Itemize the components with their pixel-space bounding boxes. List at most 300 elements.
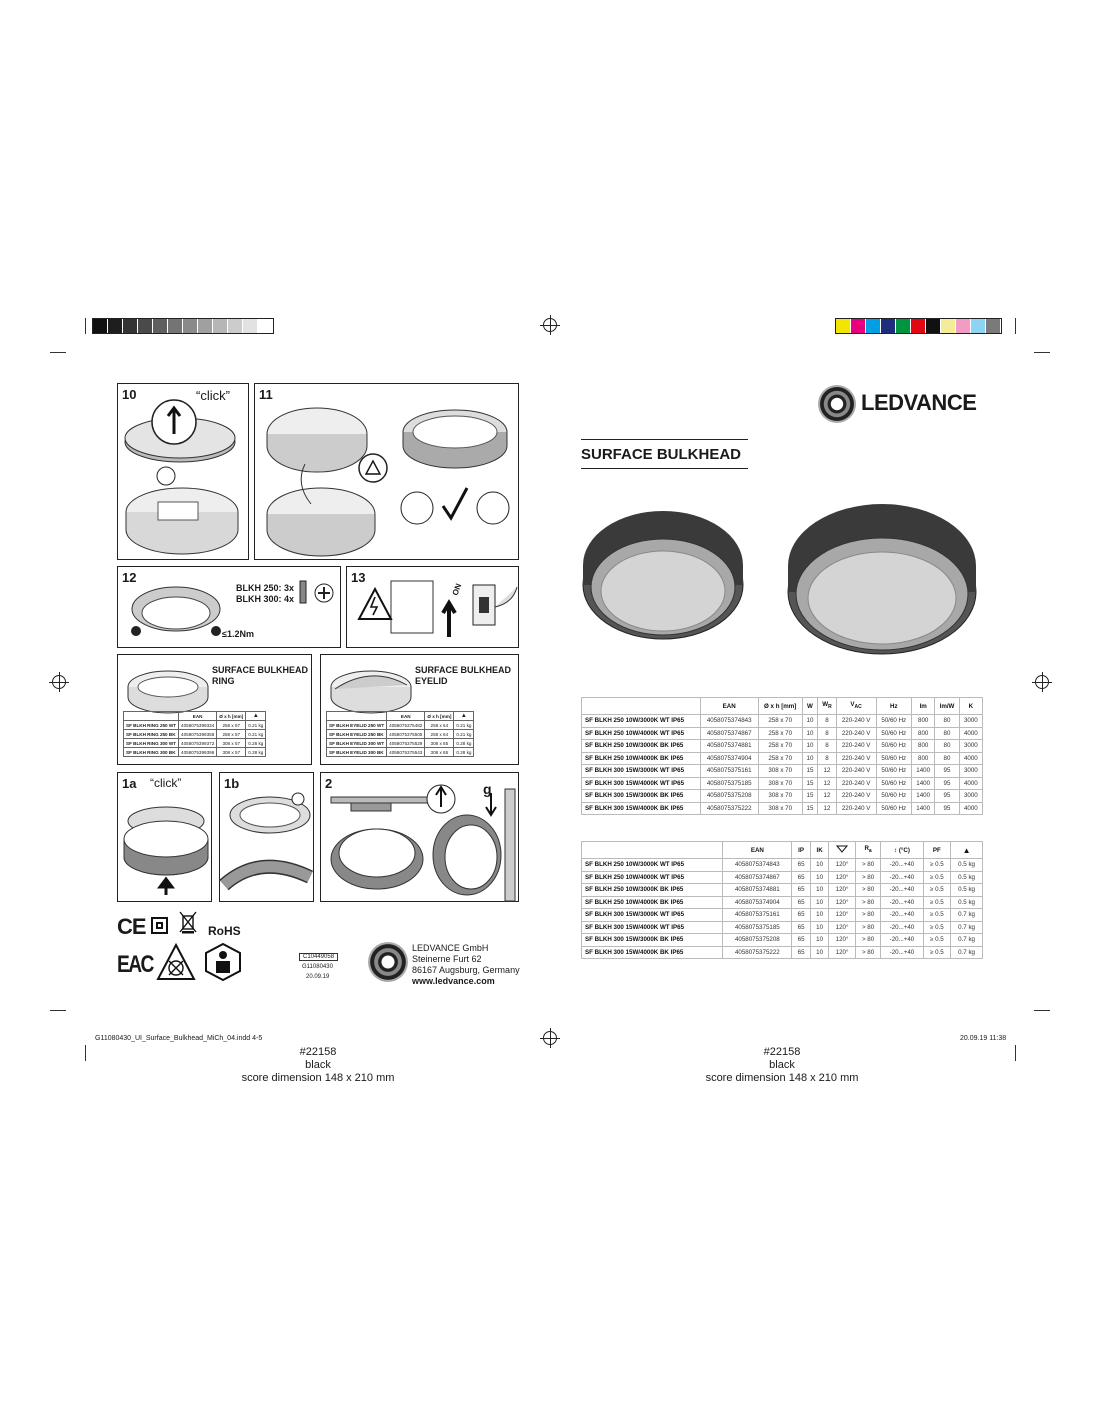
table-cell: > 80: [855, 871, 881, 884]
table-cell: 0.5 kg: [951, 871, 983, 884]
table-cell: 1400: [912, 790, 935, 803]
table-row: [582, 921, 983, 934]
table-cell: 120°: [829, 896, 855, 909]
table-cell: 4058075375208: [700, 790, 758, 803]
table-cell: -20...+40: [881, 934, 923, 947]
table-cell: 15: [802, 802, 818, 815]
table-cell: 220-240 V: [836, 727, 876, 740]
table-cell: 220-240 V: [836, 752, 876, 765]
color-swatch: [108, 319, 123, 333]
model-name: SF BLKH 300 15W/4000K BK IP65: [582, 946, 723, 959]
eyelid-table: [326, 711, 474, 757]
file-slug: G11080430_UI_Surface_Bulkhead_MiCh_04.indd 4-5: [95, 1035, 263, 1042]
right-score: score dimension 148 x 210 mm: [705, 1072, 859, 1084]
spec-table-mechanical: [581, 841, 983, 959]
table-cell: 0.5 kg: [951, 884, 983, 897]
table-cell: 10: [810, 946, 829, 959]
qualified-electrician-icon: [205, 943, 241, 981]
header-empty: [327, 712, 387, 721]
table-cell: 8: [818, 715, 836, 728]
header-cell: Ø x h [mm]: [758, 698, 802, 715]
table-cell: -20...+40: [881, 921, 923, 934]
table-cell: 0.21 kg: [454, 721, 474, 730]
model-name: SF BLKH 250 10W/3000K BK IP65: [582, 740, 701, 753]
table-cell: > 80: [855, 946, 881, 959]
table-row: [582, 946, 983, 959]
table-header-row: [327, 712, 474, 721]
table-cell: 0.7 kg: [951, 909, 983, 922]
table-cell: 4058075374881: [723, 884, 792, 897]
ring-title-line2: RING: [212, 676, 235, 686]
header-cell: EAN: [723, 842, 792, 859]
table-row: [124, 739, 266, 748]
table-cell: 65: [792, 896, 811, 909]
table-cell: 95: [935, 765, 959, 778]
table-header-row: [582, 698, 983, 715]
no-insulation-cover-icon: [157, 943, 195, 981]
table-cell: 4058075399396: [179, 748, 217, 757]
table-cell: 50/60 Hz: [876, 752, 912, 765]
table-cell: 258 x 64: [425, 721, 454, 730]
table-cell: 4058075375482: [387, 721, 425, 730]
color-swatch: [183, 319, 198, 333]
table-cell: 0.28 kg: [454, 739, 474, 748]
temperature-unit: (°C): [898, 846, 910, 854]
header-cell: IK: [810, 842, 829, 859]
table-row: [582, 752, 983, 765]
table-cell: 10: [810, 934, 829, 947]
table-row: [582, 871, 983, 884]
table-cell: 4058075399358: [179, 730, 217, 739]
table-row: [582, 934, 983, 947]
table-row: [124, 748, 266, 757]
table-cell: > 80: [855, 934, 881, 947]
table-cell: 4000: [959, 777, 982, 790]
table-cell: 120°: [829, 884, 855, 897]
screw-count-300: BLKH 300: 4x: [236, 594, 295, 604]
panel-step-1a: [117, 772, 212, 902]
table-cell: 1400: [912, 765, 935, 778]
header-cell: EAN: [387, 712, 425, 721]
table-cell: -20...+40: [881, 884, 923, 897]
table-cell: 220-240 V: [836, 790, 876, 803]
panel-step-10: [117, 383, 249, 560]
table-cell: 308 x 70: [758, 790, 802, 803]
table-cell: ≥ 0.5: [923, 884, 951, 897]
table-cell: 308 x 70: [758, 765, 802, 778]
wiring-illustration: [255, 384, 520, 561]
step-number: 1a: [122, 776, 137, 791]
table-cell: 8: [818, 740, 836, 753]
table-cell: SF BLKH RING 300 WT: [124, 739, 179, 748]
model-name: SF BLKH 300 15W/3000K BK IP65: [582, 790, 701, 803]
table-cell: 308 x 70: [758, 777, 802, 790]
weight-icon: ▲: [246, 712, 266, 721]
model-name: SF BLKH 250 10W/3000K WT IP65: [582, 859, 723, 872]
table-cell: 10: [810, 884, 829, 897]
table-cell: 95: [935, 777, 959, 790]
screw-mounting-illustration: [118, 567, 342, 649]
table-cell: -20...+40: [881, 859, 923, 872]
product-image-250: [580, 525, 750, 645]
panel-step-13: [346, 566, 519, 648]
header-cell: EAN: [700, 698, 758, 715]
table-cell: 4058075374867: [723, 871, 792, 884]
crop-mark: [1015, 1045, 1016, 1061]
color-swatch: [168, 319, 183, 333]
table-cell: 12: [818, 790, 836, 803]
gravity-label: g: [483, 781, 492, 797]
table-row: [582, 740, 983, 753]
header-cell: lm: [912, 698, 935, 715]
beam-angle-icon: [829, 842, 855, 859]
color-swatch: [258, 319, 273, 333]
table-cell: ≥ 0.5: [923, 871, 951, 884]
table-cell: SF BLKH EYELID 250 WT: [327, 721, 387, 730]
model-name: SF BLKH 250 10W/4000K BK IP65: [582, 896, 723, 909]
color-swatch: [138, 319, 153, 333]
temperature-header: [881, 842, 923, 859]
table-cell: 0.28 kg: [246, 748, 266, 757]
table-cell: ≥ 0.5: [923, 909, 951, 922]
color-swatch: [198, 319, 213, 333]
color-swatch: [956, 319, 971, 333]
diffuser-removal-illustration: [118, 384, 250, 561]
table-cell: 4000: [959, 802, 982, 815]
table-row: [582, 777, 983, 790]
registration-mark-left: [52, 675, 66, 689]
color-swatch: [153, 319, 168, 333]
table-header-row: [582, 842, 983, 859]
table-cell: 65: [792, 934, 811, 947]
table-cell: 800: [912, 740, 935, 753]
step-number: 12: [122, 570, 137, 585]
model-name: SF BLKH 250 10W/4000K WT IP65: [582, 871, 723, 884]
table-cell: 8: [818, 752, 836, 765]
title-rule-bottom: [581, 468, 748, 469]
process-color-bar: [835, 318, 1002, 334]
table-cell: > 80: [855, 884, 881, 897]
color-swatch: [926, 319, 941, 333]
table-cell: ≥ 0.5: [923, 859, 951, 872]
table-cell: 15: [802, 777, 818, 790]
panel-step-11: [254, 383, 519, 560]
table-cell: 80: [935, 752, 959, 765]
header-cell: $V_{AC}$: [836, 698, 876, 715]
table-cell: 4058075374881: [700, 740, 758, 753]
crop-mark: [85, 318, 86, 334]
table-cell: 10: [802, 715, 818, 728]
table-cell: ≥ 0.5: [923, 921, 951, 934]
table-cell: 65: [792, 946, 811, 959]
table-cell: -20...+40: [881, 896, 923, 909]
table-cell: -20...+40: [881, 909, 923, 922]
class-ii-icon: [151, 917, 168, 934]
table-cell: 1400: [912, 802, 935, 815]
model-name: SF BLKH 300 15W/3000K BK IP65: [582, 934, 723, 947]
print-date: 20.09.19: [306, 974, 330, 980]
table-cell: 258 x 70: [758, 740, 802, 753]
thermometer-icon: ↕: [894, 846, 899, 854]
table-row: [124, 721, 266, 730]
model-name: SF BLKH 300 15W/3000K WT IP65: [582, 765, 701, 778]
table-cell: 0.7 kg: [951, 921, 983, 934]
table-cell: 1400: [912, 777, 935, 790]
color-swatch: [911, 319, 926, 333]
table-cell: 8: [818, 727, 836, 740]
right-job-info: [682, 1046, 882, 1085]
table-cell: SF BLKH EYELID 300 BK: [327, 748, 387, 757]
table-cell: 4058075374904: [700, 752, 758, 765]
table-cell: 308 x 70: [758, 802, 802, 815]
table-cell: 0.7 kg: [951, 934, 983, 947]
table-cell: 0.5 kg: [951, 859, 983, 872]
table-cell: 80: [935, 715, 959, 728]
right-ink: black: [769, 1059, 795, 1071]
table-cell: 4058075375543: [387, 748, 425, 757]
registration-mark-right: [1035, 675, 1049, 689]
right-job-number: #22158: [763, 1046, 801, 1058]
table-cell: > 80: [855, 909, 881, 922]
title-rule-top: [581, 439, 748, 440]
model-name: SF BLKH 300 15W/4000K BK IP65: [582, 802, 701, 815]
table-cell: 10: [810, 909, 829, 922]
table-cell: SF BLKH RING 250 BK: [124, 730, 179, 739]
header-cell: EAN: [179, 712, 217, 721]
table-cell: 65: [792, 884, 811, 897]
table-cell: 4058075374867: [700, 727, 758, 740]
step-number: 11: [259, 387, 273, 402]
table-cell: 10: [802, 752, 818, 765]
table-cell: 4000: [959, 727, 982, 740]
header-cell: Ø x h [mm]: [217, 712, 246, 721]
table-cell: 220-240 V: [836, 740, 876, 753]
table-cell: 4058075375529: [387, 739, 425, 748]
weight-icon: ▲: [951, 842, 983, 859]
header-cell: $R_a$: [855, 842, 881, 859]
table-cell: 4058075375161: [700, 765, 758, 778]
left-score: score dimension 148 x 210 mm: [241, 1072, 395, 1084]
table-cell: 308 x 65: [425, 748, 454, 757]
table-cell: 258 x 70: [758, 715, 802, 728]
table-cell: 80: [935, 727, 959, 740]
model-name: SF BLKH 300 15W/4000K WT IP65: [582, 777, 701, 790]
switch-on-label: ON: [450, 582, 464, 597]
table-cell: 800: [912, 752, 935, 765]
product-image-300: [784, 518, 984, 658]
left-job-number: #22158: [299, 1046, 337, 1058]
panel-step-1b: [219, 772, 314, 902]
crop-mark: [50, 1010, 66, 1011]
eyelid-accessory-panel: [320, 654, 519, 765]
table-row: [582, 909, 983, 922]
table-cell: ≥ 0.5: [923, 934, 951, 947]
table-row: [582, 802, 983, 815]
model-name: SF BLKH 250 10W/3000K BK IP65: [582, 884, 723, 897]
company-address: [412, 943, 520, 987]
table-row: [582, 715, 983, 728]
spec-table-electrical: [581, 697, 983, 815]
table-cell: 65: [792, 871, 811, 884]
header-cell: W: [802, 698, 818, 715]
table-row: [327, 739, 474, 748]
table-cell: > 80: [855, 859, 881, 872]
weee-bin-icon: [180, 912, 196, 934]
step-number: 2: [325, 776, 333, 791]
table-row: [327, 730, 474, 739]
registration-mark-bottom: [543, 1031, 557, 1045]
table-cell: 308 x 65: [425, 739, 454, 748]
model-name: SF BLKH 250 10W/3000K WT IP65: [582, 715, 701, 728]
eyelid-orientation-illustration: [321, 773, 520, 903]
color-swatch: [213, 319, 228, 333]
power-on-illustration: [347, 567, 520, 649]
eyelid-title-line2: EYELID: [415, 676, 448, 686]
weight-icon: ▲: [454, 712, 474, 721]
color-swatch: [896, 319, 911, 333]
box-code: C10449058: [299, 953, 338, 961]
table-cell: SF BLKH RING 300 BK: [124, 748, 179, 757]
table-cell: > 80: [855, 896, 881, 909]
table-cell: 0.21 kg: [246, 730, 266, 739]
table-row: [582, 884, 983, 897]
table-row: [327, 748, 474, 757]
table-cell: 220-240 V: [836, 765, 876, 778]
color-swatch: [866, 319, 881, 333]
table-cell: 10: [802, 727, 818, 740]
color-swatch: [93, 319, 108, 333]
eyelid-title-line1: SURFACE BULKHEAD: [415, 665, 512, 675]
print-datetime: 20.09.19 11:38: [960, 1035, 1007, 1042]
color-swatch: [123, 319, 138, 333]
color-swatch: [851, 319, 866, 333]
model-name: SF BLKH 250 10W/4000K WT IP65: [582, 727, 701, 740]
table-cell: 12: [818, 802, 836, 815]
header-cell: IP: [792, 842, 811, 859]
table-cell: 120°: [829, 859, 855, 872]
model-name: SF BLKH 250 10W/4000K BK IP65: [582, 752, 701, 765]
ring-accessory-panel: [117, 654, 312, 765]
table-row: [582, 896, 983, 909]
header-empty: [582, 842, 723, 859]
color-swatch: [836, 319, 851, 333]
screw-count-250: BLKH 250: 3x: [236, 583, 295, 593]
table-cell: 4058075374843: [723, 859, 792, 872]
table-row: [582, 790, 983, 803]
table-cell: 50/60 Hz: [876, 765, 912, 778]
table-cell: 65: [792, 859, 811, 872]
ring-removal-illustration: [220, 773, 315, 903]
ledvance-logo-small: [368, 942, 408, 982]
left-ink: black: [305, 1059, 331, 1071]
header-cell: lm/W: [935, 698, 959, 715]
table-cell: 120°: [829, 934, 855, 947]
header-cell: $W_R$: [818, 698, 836, 715]
table-cell: 258 x 64: [425, 730, 454, 739]
table-cell: -20...+40: [881, 871, 923, 884]
grayscale-color-bar: [92, 318, 274, 334]
step-number: 1b: [224, 776, 240, 791]
table-cell: 95: [935, 790, 959, 803]
table-cell: 220-240 V: [836, 715, 876, 728]
table-cell: 3000: [959, 765, 982, 778]
table-cell: 4058075375185: [723, 921, 792, 934]
crop-mark: [1015, 318, 1016, 334]
table-cell: 10: [802, 740, 818, 753]
address-line2: Steinerne Furt 62: [412, 954, 482, 964]
panel-step-2: [320, 772, 519, 902]
table-cell: 12: [818, 765, 836, 778]
crop-mark: [1034, 352, 1050, 353]
model-name: SF BLKH 300 15W/3000K WT IP65: [582, 909, 723, 922]
website-link[interactable]: www.ledvance.com: [412, 976, 495, 986]
table-cell: 308 x 57: [217, 739, 246, 748]
table-cell: 120°: [829, 921, 855, 934]
table-cell: 50/60 Hz: [876, 727, 912, 740]
table-cell: SF BLKH RING 250 WT: [124, 721, 179, 730]
model-name: SF BLKH 300 15W/4000K WT IP65: [582, 921, 723, 934]
color-swatch: [881, 319, 896, 333]
table-cell: 0.21 kg: [454, 730, 474, 739]
table-cell: 220-240 V: [836, 802, 876, 815]
table-cell: 95: [935, 802, 959, 815]
rohs-label: RoHS: [208, 924, 241, 938]
table-row: [582, 727, 983, 740]
table-cell: 0.7 kg: [951, 946, 983, 959]
table-cell: > 80: [855, 921, 881, 934]
table-cell: 4058075375222: [700, 802, 758, 815]
step-number: 13: [351, 570, 366, 585]
table-cell: 3000: [959, 740, 982, 753]
table-cell: 4058075399334: [179, 721, 217, 730]
crop-mark: [85, 1045, 86, 1061]
table-cell: 4000: [959, 752, 982, 765]
table-cell: 65: [792, 921, 811, 934]
table-cell: 0.28 kg: [246, 739, 266, 748]
left-job-info: [218, 1046, 418, 1085]
ring-table: [123, 711, 266, 757]
header-empty: [124, 712, 179, 721]
ring-attach-illustration: [118, 773, 213, 903]
table-cell: 4058075375208: [723, 934, 792, 947]
table-row: [124, 730, 266, 739]
table-cell: 50/60 Hz: [876, 790, 912, 803]
table-cell: 50/60 Hz: [876, 777, 912, 790]
table-cell: 258 x 57: [217, 730, 246, 739]
registration-mark-top: [543, 318, 557, 332]
table-cell: 120°: [829, 909, 855, 922]
table-cell: 4058075399372: [179, 739, 217, 748]
address-line1: LEDVANCE GmbH: [412, 943, 489, 953]
table-cell: 80: [935, 740, 959, 753]
table-cell: 10: [810, 921, 829, 934]
table-row: [582, 765, 983, 778]
ring-title-line1: SURFACE BULKHEAD: [212, 665, 309, 675]
table-cell: 10: [810, 896, 829, 909]
product-title: SURFACE BULKHEAD: [581, 446, 742, 463]
table-cell: ≥ 0.5: [923, 896, 951, 909]
table-cell: 15: [802, 790, 818, 803]
click-label: “click”: [150, 776, 182, 790]
color-swatch: [986, 319, 1001, 333]
color-swatch: [228, 319, 243, 333]
table-cell: 65: [792, 909, 811, 922]
table-cell: 258 x 57: [217, 721, 246, 730]
table-cell: 4058075375185: [700, 777, 758, 790]
table-cell: 50/60 Hz: [876, 802, 912, 815]
color-swatch: [971, 319, 986, 333]
table-cell: 4058075375161: [723, 909, 792, 922]
